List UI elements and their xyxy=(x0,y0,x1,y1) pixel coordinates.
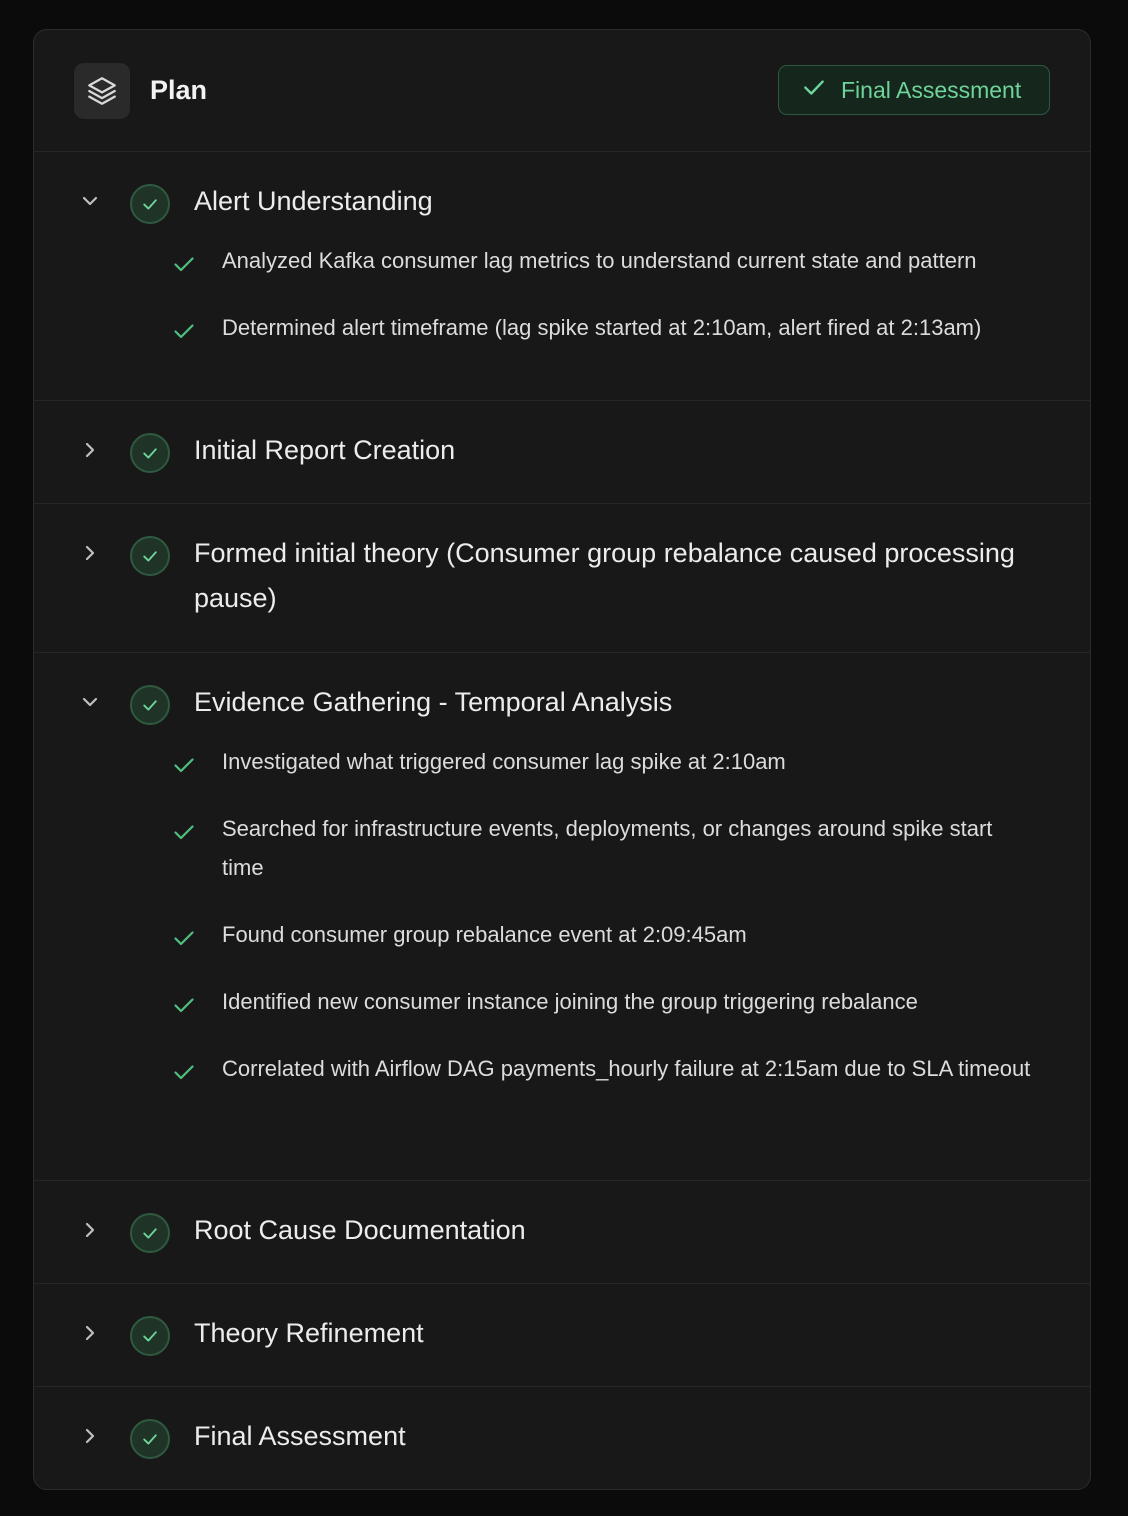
plan-section xyxy=(34,152,1090,401)
check-icon xyxy=(172,249,196,273)
check-circle-icon xyxy=(130,1316,170,1356)
list-item xyxy=(172,915,1040,954)
list-item-label: Searched for infrastructure events, deployments, or changes around spike start time xyxy=(222,816,993,880)
section-title: Root Cause Documentation xyxy=(194,1215,526,1245)
check-circle-icon xyxy=(130,1213,170,1253)
list-item xyxy=(172,308,1040,347)
check-circle-icon xyxy=(130,433,170,473)
section-header[interactable] xyxy=(34,653,1090,725)
section-header[interactable] xyxy=(34,1284,1090,1356)
layers-icon xyxy=(74,63,130,119)
chevron-right-icon[interactable] xyxy=(78,1424,102,1448)
section-title: Final Assessment xyxy=(194,1421,406,1451)
page-title: Plan xyxy=(150,75,208,105)
list-item xyxy=(172,742,1040,781)
plan-section xyxy=(34,504,1090,653)
check-icon xyxy=(172,990,196,1014)
section-title: Theory Refinement xyxy=(194,1318,424,1348)
chevron-right-icon[interactable] xyxy=(78,541,102,565)
plan-section xyxy=(34,1284,1090,1387)
list-item xyxy=(172,241,1040,280)
plan-sections xyxy=(34,152,1090,1490)
list-item xyxy=(172,982,1040,1021)
plan-section xyxy=(34,401,1090,504)
plan-header xyxy=(34,30,1090,152)
section-header[interactable] xyxy=(34,401,1090,473)
section-header[interactable] xyxy=(34,1387,1090,1459)
check-icon xyxy=(801,74,827,106)
check-circle-icon xyxy=(130,685,170,725)
check-circle-icon xyxy=(130,1419,170,1459)
chevron-down-icon[interactable] xyxy=(78,189,102,213)
list-item-label: Correlated with Airflow DAG payments_hourly failure at 2:15am due to SLA timeout xyxy=(222,1056,1031,1081)
section-header[interactable] xyxy=(34,1181,1090,1253)
list-item-label: Investigated what triggered consumer lag spike at 2:10am xyxy=(222,749,786,774)
status-badge-label: Final Assessment xyxy=(841,76,1022,103)
list-item xyxy=(172,809,1040,887)
section-title: Initial Report Creation xyxy=(194,435,456,465)
check-circle-icon xyxy=(130,536,170,576)
chevron-right-icon[interactable] xyxy=(78,1321,102,1345)
chevron-right-icon[interactable] xyxy=(78,438,102,462)
status-badge[interactable] xyxy=(778,65,1050,115)
plan-section xyxy=(34,1387,1090,1490)
list-item-label: Analyzed Kafka consumer lag metrics to understand current state and pattern xyxy=(222,248,977,273)
check-icon xyxy=(172,750,196,774)
section-title: Alert Understanding xyxy=(194,186,433,216)
section-header[interactable] xyxy=(34,152,1090,224)
chevron-down-icon[interactable] xyxy=(78,690,102,714)
check-icon xyxy=(172,923,196,947)
check-icon xyxy=(172,316,196,340)
check-circle-icon xyxy=(130,184,170,224)
plan-section xyxy=(34,1181,1090,1284)
section-title: Formed initial theory (Consumer group rebalance caused processing pause) xyxy=(194,538,1015,613)
list-item-label: Identified new consumer instance joining the group triggering rebalance xyxy=(222,989,918,1014)
chevron-right-icon[interactable] xyxy=(78,1218,102,1242)
plan-section xyxy=(34,653,1090,1181)
plan-card xyxy=(33,29,1091,1490)
list-item-label: Found consumer group rebalance event at 2:09:45am xyxy=(222,922,747,947)
list-item-label: Determined alert timeframe (lag spike started at 2:10am, alert fired at 2:13am) xyxy=(222,315,982,340)
list-item xyxy=(172,1049,1040,1088)
check-icon xyxy=(172,817,196,841)
section-header[interactable] xyxy=(34,504,1090,621)
section-title: Evidence Gathering - Temporal Analysis xyxy=(194,687,673,717)
check-icon xyxy=(172,1057,196,1081)
